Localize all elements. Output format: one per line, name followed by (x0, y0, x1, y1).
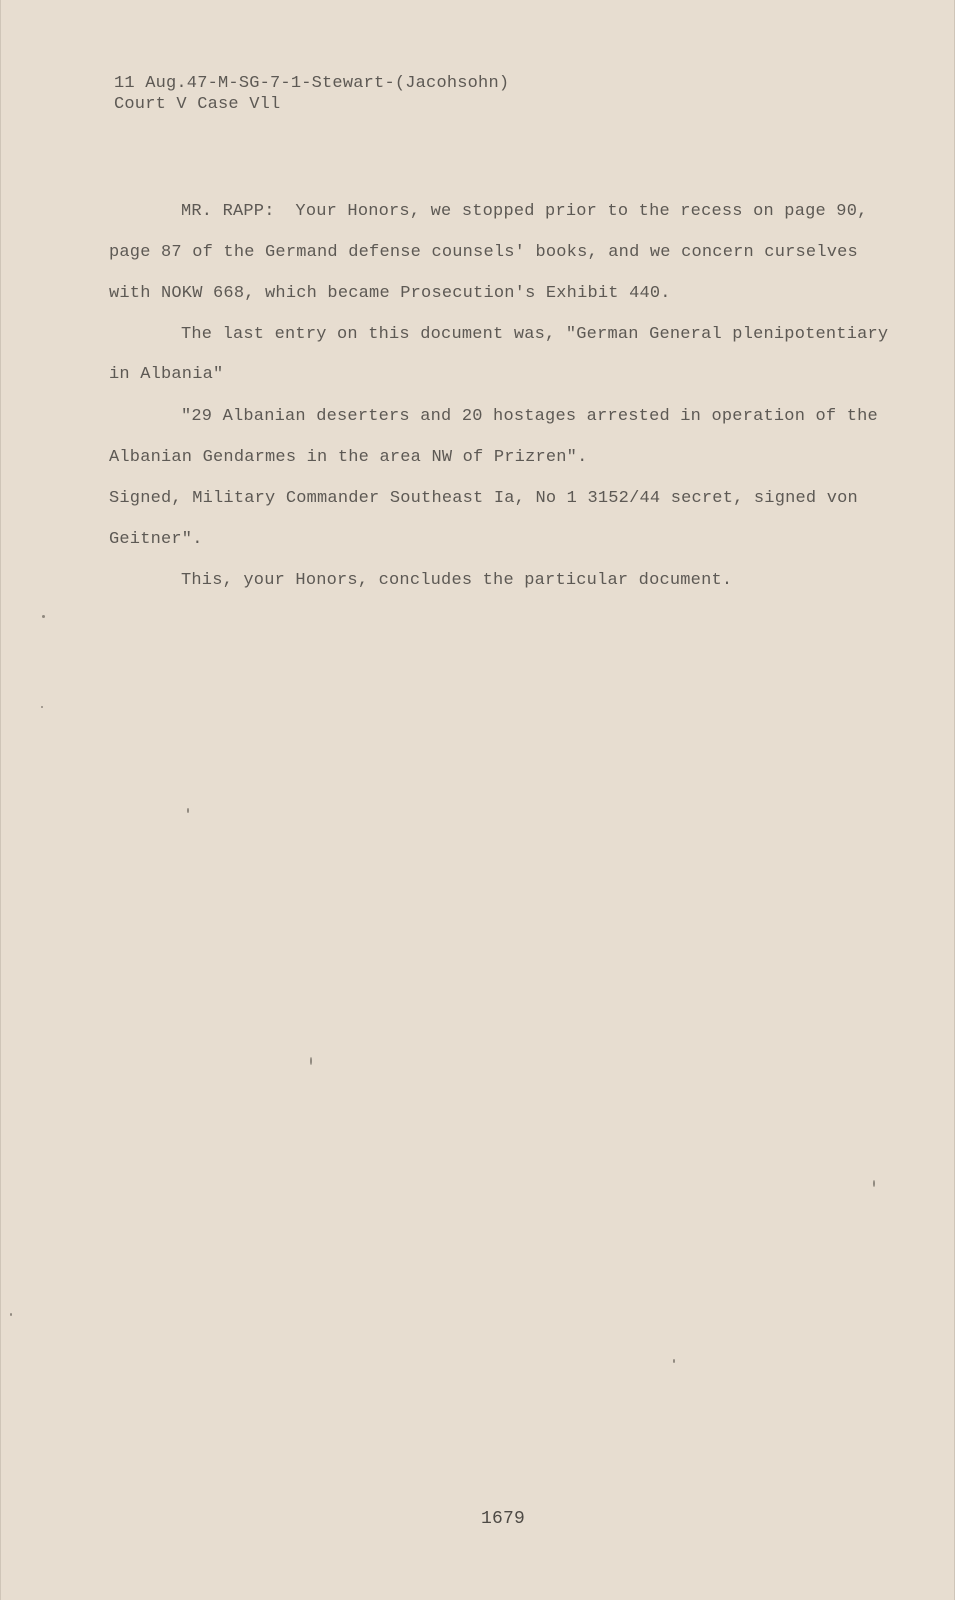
body-line-9: Geitner". (109, 530, 203, 549)
paper-speck (42, 615, 45, 618)
header-line-2: Court V Case Vll (114, 95, 281, 114)
body-line-5: in Albania" (109, 365, 224, 384)
body-line-7: Albanian Gendarmes in the area NW of Prizren". (109, 448, 588, 467)
body-line-2: page 87 of the Germand defense counsels' books, and we concern curselves (109, 243, 858, 262)
page-number: 1679 (481, 1509, 526, 1529)
body-line-4: The last entry on this document was, "German General plenipotentiary (181, 325, 889, 344)
body-line-1: MR. RAPP: Your Honors, we stopped prior to the recess on page 90, (181, 202, 868, 221)
paper-speck (873, 1180, 875, 1187)
paper-speck (310, 1057, 312, 1065)
body-line-6: "29 Albanian deserters and 20 hostages arrested in operation of the (181, 407, 878, 426)
paper-speck (41, 706, 43, 708)
header-line-1: 11 Aug.47-M-SG-7-1-Stewart-(Jacohsohn) (114, 74, 510, 93)
paper-speck (10, 1313, 12, 1316)
paper-speck (673, 1359, 675, 1363)
body-line-10: This, your Honors, concludes the particular document. (181, 571, 733, 590)
body-line-8: Signed, Military Commander Southeast Ia, No 1 3152/44 secret, signed von (109, 489, 858, 508)
paper-speck (187, 808, 189, 813)
body-line-3: with NOKW 668, which became Prosecution's Exhibit 440. (109, 284, 671, 303)
